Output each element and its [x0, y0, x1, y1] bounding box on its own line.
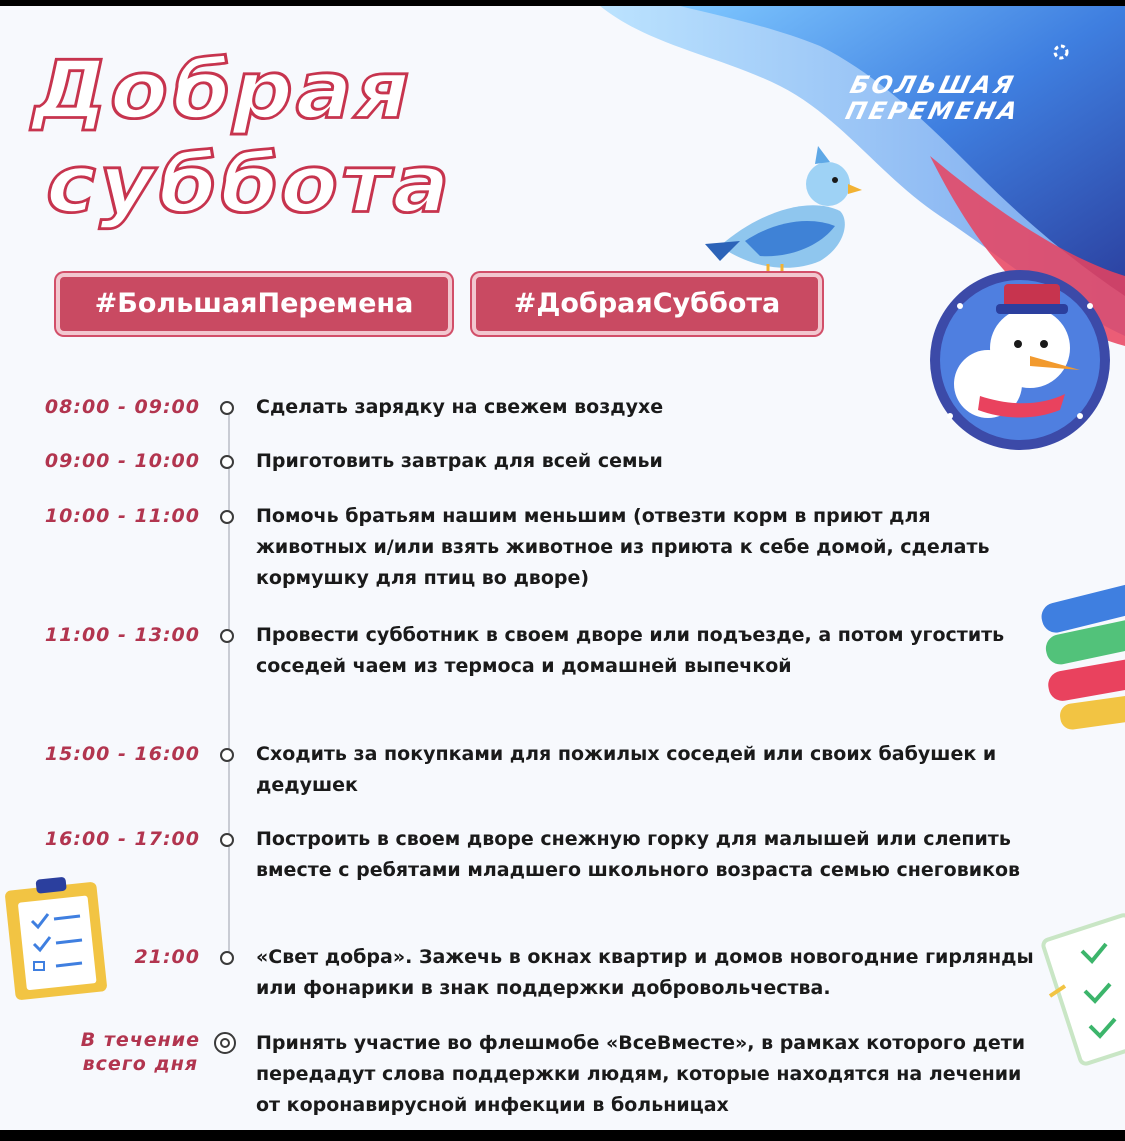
- timeline-dot-highlight: [214, 1032, 236, 1054]
- title-line-2: суббота: [37, 137, 464, 231]
- timeline-line: [228, 408, 230, 958]
- schedule-time: 16:00 - 17:00: [44, 828, 200, 850]
- schedule-time: [81, 1028, 200, 1076]
- bottom-bar: [0, 1130, 1125, 1141]
- schedule-text: Приготовить завтрак для всей семьи: [256, 450, 663, 472]
- books-icon: [1039, 580, 1125, 731]
- schedule-text: Принять участие во флешмобе «ВсеВместе», в рамках которого дети передадут слова поддержки людям, которые находятся на лечении от коронавирусной инфекции в больницах: [256, 1032, 1026, 1116]
- hashtag-bolshaya-peremena[interactable]: #БольшаяПеремена: [56, 273, 452, 335]
- schedule-text: Помочь братьям нашим меньшим (отвезти корм в приют для животных и/или взять животное из приюта к себе домой, сделать кормушку для птиц во дворе): [256, 505, 990, 589]
- bird-icon: [705, 146, 862, 278]
- checklist-icon: [1042, 914, 1125, 1065]
- timeline-dot: [220, 401, 234, 415]
- schedule-time: 08:00 - 09:00: [44, 396, 200, 418]
- snowman-icon: [930, 270, 1110, 450]
- schedule-time-line-2: всего дня: [82, 1053, 199, 1075]
- schedule-text: Провести субботник в своем дворе или подъезде, а потом угостить соседей чаем из термоса и домашней выпечкой: [256, 624, 1005, 677]
- schedule-text: Построить в своем дворе снежную горку для малышей или слепить вместе с ребятами младшего школьного возраста семью снеговиков: [256, 828, 1021, 881]
- schedule-time: 09:00 - 10:00: [44, 450, 200, 472]
- schedule-text: Сделать зарядку на свежем воздухе: [256, 396, 664, 418]
- schedule-text: «Свет добра». Зажечь в окнах квартир и домов новогодние гирлянды или фонарики в знак поддержки добровольчества.: [256, 946, 1034, 999]
- timeline-dot: [220, 455, 234, 469]
- timeline-dot: [220, 629, 234, 643]
- hashtag-dobraya-subbota[interactable]: #ДобраяСуббота: [472, 273, 822, 335]
- schedule-time: 21:00: [134, 946, 200, 968]
- timeline-dot: [220, 833, 234, 847]
- schedule-time: 10:00 - 11:00: [44, 505, 200, 527]
- brand-logo: [818, 72, 1048, 124]
- timeline-dot: [220, 510, 234, 524]
- logo-line-1: БОЛЬШАЯ: [847, 71, 1019, 99]
- schedule-time: 11:00 - 13:00: [44, 624, 200, 646]
- schedule-text: Сходить за покупками для пожилых соседей или своих бабушек и дедушек: [256, 743, 997, 796]
- clipboard-icon: [5, 877, 108, 1001]
- timeline-dot: [220, 951, 234, 965]
- timeline-dot: [220, 748, 234, 762]
- title-line-1: Добрая: [23, 43, 424, 137]
- schedule-time: 15:00 - 16:00: [44, 743, 200, 765]
- schedule-time-line-1: В течение: [80, 1029, 200, 1051]
- logo-line-2: ПЕРЕМЕНА: [842, 97, 1024, 125]
- poster: [0, 6, 1125, 1130]
